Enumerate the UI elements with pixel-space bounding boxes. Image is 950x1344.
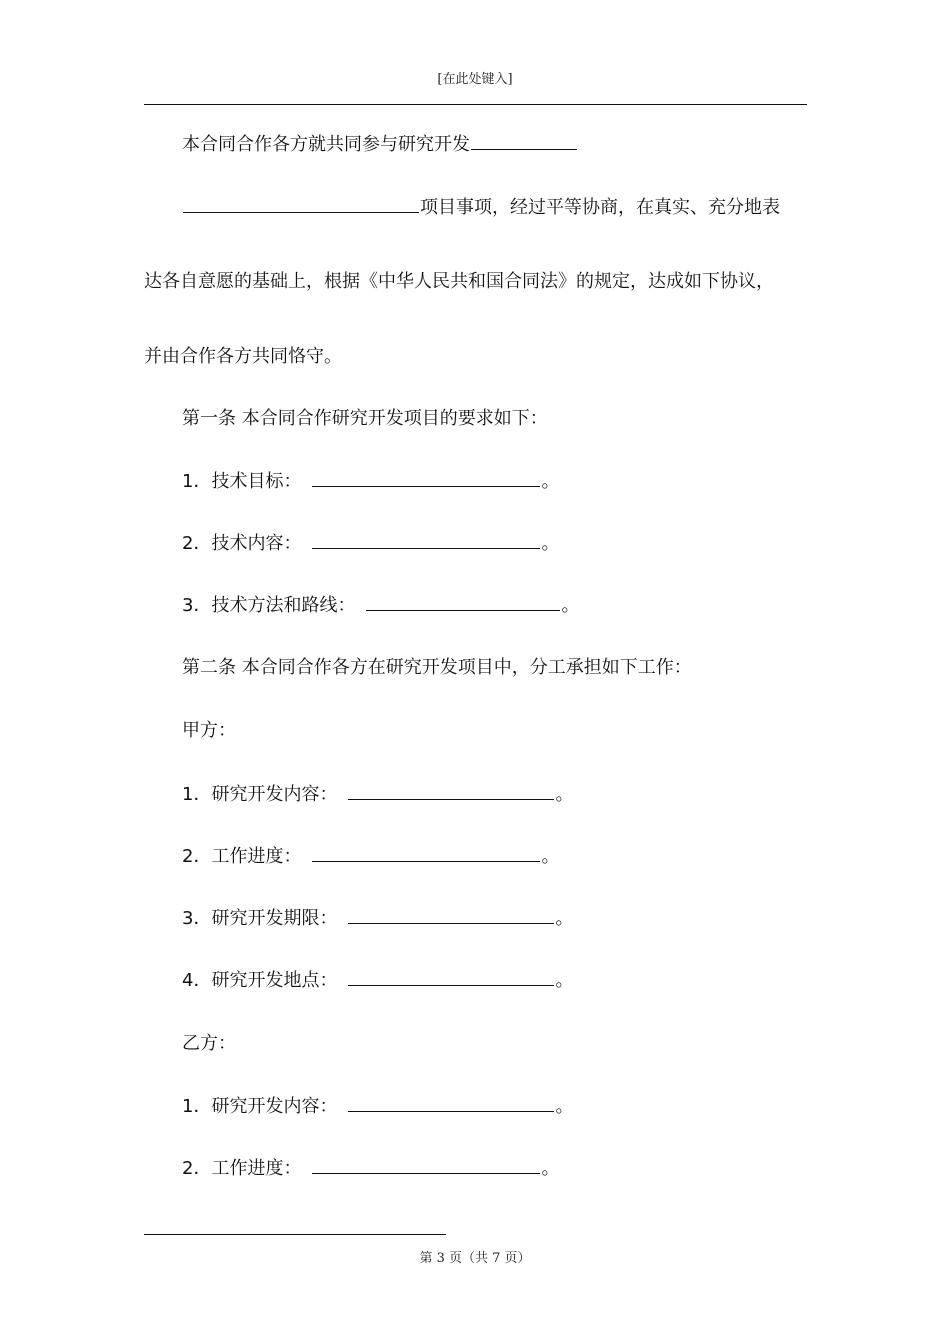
intro-line-3: 达各自意愿的基础上，根据《中华人民共和国合同法》的规定，达成如下协议， bbox=[144, 271, 774, 292]
intro-line-2 bbox=[182, 196, 780, 220]
article-1-item-2 bbox=[182, 532, 559, 556]
party-b-label: 乙方： bbox=[182, 1033, 236, 1054]
item-label: 技术目标： bbox=[211, 471, 302, 492]
item-end: 。 bbox=[555, 970, 574, 991]
party-a-content-blank[interactable] bbox=[348, 783, 554, 800]
item-number: 4． bbox=[182, 970, 212, 991]
item-number: 3． bbox=[182, 908, 212, 929]
item-label: 研究开发内容： bbox=[211, 1096, 338, 1117]
item-label: 技术内容： bbox=[211, 533, 302, 554]
page-header: [在此处键入] bbox=[437, 72, 513, 87]
item-label: 研究开发期限： bbox=[211, 908, 338, 929]
article-1-item-1 bbox=[182, 470, 559, 494]
item-number: 1． bbox=[182, 1096, 212, 1117]
item-end: 。 bbox=[555, 1096, 574, 1117]
party-a-location-blank[interactable] bbox=[348, 969, 554, 986]
item-number: 2． bbox=[182, 1158, 212, 1179]
item-end: 。 bbox=[541, 471, 560, 492]
item-number: 2． bbox=[182, 533, 212, 554]
item-end: 。 bbox=[541, 1158, 560, 1179]
party-a-label: 甲方： bbox=[182, 720, 236, 741]
party-b-item-1 bbox=[182, 1095, 573, 1119]
intro-text-1: 本合同合作各方就共同参与研究开发 bbox=[182, 134, 470, 155]
page-footer: 第 3 页（共 7 页） bbox=[419, 1251, 531, 1266]
item-end: 。 bbox=[541, 533, 560, 554]
article-1-title: 第一条 本合同合作研究开发项目的要求如下： bbox=[182, 408, 548, 429]
tech-method-blank[interactable] bbox=[366, 594, 560, 611]
item-label: 工作进度： bbox=[211, 846, 302, 867]
intro-text-2: 项目事项，经过平等协商，在真实、充分地表 bbox=[420, 197, 780, 218]
item-number: 3． bbox=[182, 595, 212, 616]
item-label: 工作进度： bbox=[211, 1158, 302, 1179]
intro-line-4: 并由合作各方共同恪守。 bbox=[144, 346, 342, 367]
party-b-item-2 bbox=[182, 1157, 559, 1181]
project-name-blank-2[interactable] bbox=[183, 196, 419, 213]
project-name-blank[interactable] bbox=[471, 133, 577, 150]
party-a-item-3 bbox=[182, 907, 573, 931]
item-end: 。 bbox=[561, 595, 580, 616]
item-label: 研究开发内容： bbox=[211, 784, 338, 805]
item-end: 。 bbox=[541, 846, 560, 867]
party-a-item-4 bbox=[182, 969, 573, 993]
party-a-period-blank[interactable] bbox=[348, 907, 554, 924]
header-divider bbox=[144, 104, 807, 105]
party-b-content-blank[interactable] bbox=[348, 1095, 554, 1112]
footnote-divider bbox=[144, 1234, 446, 1235]
tech-content-blank[interactable] bbox=[312, 532, 540, 549]
tech-goal-blank[interactable] bbox=[312, 470, 540, 487]
item-number: 1． bbox=[182, 471, 212, 492]
item-end: 。 bbox=[555, 784, 574, 805]
item-label: 技术方法和路线： bbox=[211, 595, 356, 616]
party-a-item-2 bbox=[182, 845, 559, 869]
party-a-item-1 bbox=[182, 783, 573, 807]
article-2-title: 第二条 本合同合作各方在研究开发项目中，分工承担如下工作： bbox=[182, 657, 692, 678]
item-end: 。 bbox=[555, 908, 574, 929]
party-a-progress-blank[interactable] bbox=[312, 845, 540, 862]
article-1-item-3 bbox=[182, 594, 579, 618]
item-label: 研究开发地点： bbox=[211, 970, 338, 991]
item-number: 1． bbox=[182, 784, 212, 805]
intro-line-1 bbox=[182, 133, 578, 157]
party-b-progress-blank[interactable] bbox=[312, 1157, 540, 1174]
item-number: 2． bbox=[182, 846, 212, 867]
